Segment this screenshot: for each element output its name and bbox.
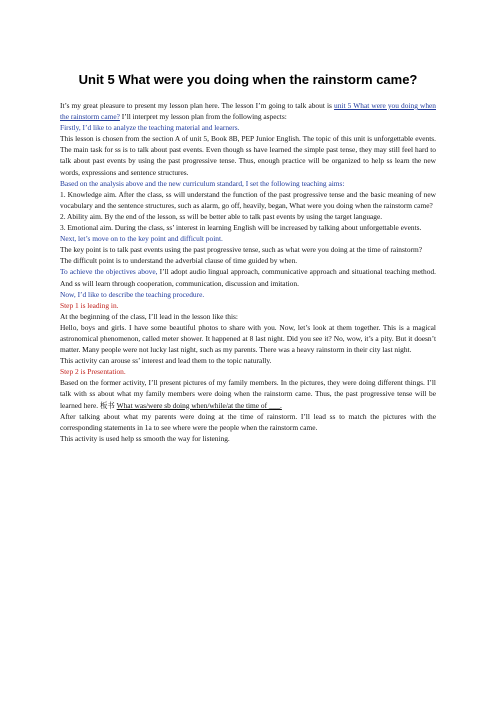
intro-paragraph bbox=[60, 100, 436, 122]
heading-key-points: Next, let’s move on to the key point and difficult point. bbox=[60, 234, 223, 244]
listening-purpose: This activity is used help ss smooth the way for listening. bbox=[60, 433, 230, 443]
methods-text: I’ll adopt audio lingual approach, communicative approach and situational teaching method. And ss will learn through cooperation, communication, discussion and imitation. bbox=[60, 267, 436, 288]
blackboard-structure: What was/were sb doing when/while/at the time of ___. bbox=[116, 400, 282, 410]
lead-in-purpose: This activity can arouse ss’ interest and lead them to the topic naturally. bbox=[60, 356, 272, 366]
presentation-text: Based on the former activity, I’ll present pictures of my family members. In the pictures, they were doing different things. I’ll talk with ss about what my family members were doing when the rainstorm came. Thus, the past progressive tense will be learned here. 板书 bbox=[60, 378, 436, 410]
matching-paragraph: After talking about what my parents were doing at the time of rainstorm. I’ll lead ss to match the pictures with the corresponding statements in 1a to see where were the people when the rainstorm came. bbox=[60, 411, 436, 432]
step-1-heading: Step 1 is leading in. bbox=[60, 300, 119, 310]
intro-text-a: It’s my great pleasure to present my lesson plan here. The lesson I’m going to talk about is bbox=[60, 101, 335, 110]
lead-in-intro: At the beginning of the class, I’ll lead in the lesson like this: bbox=[60, 311, 238, 321]
heading-aims: Based on the analysis above and the new curriculum standard, I set the following teaching aims: bbox=[60, 178, 345, 188]
emotional-aim: 3. Emotional aim. During the class, ss’ interest in learning English will be increased by talking about unforgettable events. bbox=[60, 223, 422, 233]
key-point-paragraph: The key point is to talk past events using the past progressive tense, such as what were you doing at the time of rainstorm? bbox=[60, 245, 423, 255]
intro-text-b: I’ll interpret my lesson plan from the following aspects: bbox=[119, 112, 287, 122]
presentation-paragraph bbox=[60, 377, 436, 410]
lesson-link[interactable]: unit 5 What were you doing when the rainstorm came? bbox=[60, 101, 437, 122]
document-title: Unit 5 What were you doing when the rainstorm came? bbox=[78, 72, 418, 87]
lead-in-script: Hello, boys and girls. I have some beautiful photos to share with you. Now, let’s look at them together. This is a magical astronomical phenomenon, called meter shower. It happened at 8 last night. Did you see it? No, wow, it’s a pity. But it doesn’t matter. Many people were not lucky last night, such as my parents. There was a heavy rainstorm in their city last night. bbox=[60, 322, 436, 355]
step-2-heading: Step 2 is Presentation. bbox=[60, 367, 126, 377]
methods-lead: To achieve the objectives above, bbox=[60, 267, 158, 277]
document-page bbox=[60, 72, 436, 444]
difficult-point-paragraph: The difficult point is to understand the adverbial clause of time guided by when. bbox=[60, 256, 298, 266]
heading-analysis: Firstly, I’d like to analyze the teaching material and learners. bbox=[60, 123, 240, 133]
methods-paragraph bbox=[60, 266, 436, 288]
heading-procedure: Now, I’d like to describe the teaching procedure. bbox=[60, 289, 205, 299]
material-paragraph: This lesson is chosen from the section A of unit 5, Book 8B, PEP Junior English. The topic of this unit is unforgettable events. The main task for ss is to talk about past events. Even though ss have learned the simple past tense, they may still feel hard to talk about past events by using the past progressive tense. Thus, enough practice will be organized to help ss learn the new words, expressions and sentence structures. bbox=[60, 134, 436, 177]
knowledge-aim: 1. Knowledge aim. After the class, ss will understand the function of the past progressive tense and the basic meaning of new vocabulary and the sentence structures, such as alarm, go off, heavily, began, What were you doing when the rainstorm came? bbox=[60, 189, 436, 210]
ability-aim: 2. Ability aim. By the end of the lesson, ss will be better able to talk past events by using the target language. bbox=[60, 211, 383, 221]
